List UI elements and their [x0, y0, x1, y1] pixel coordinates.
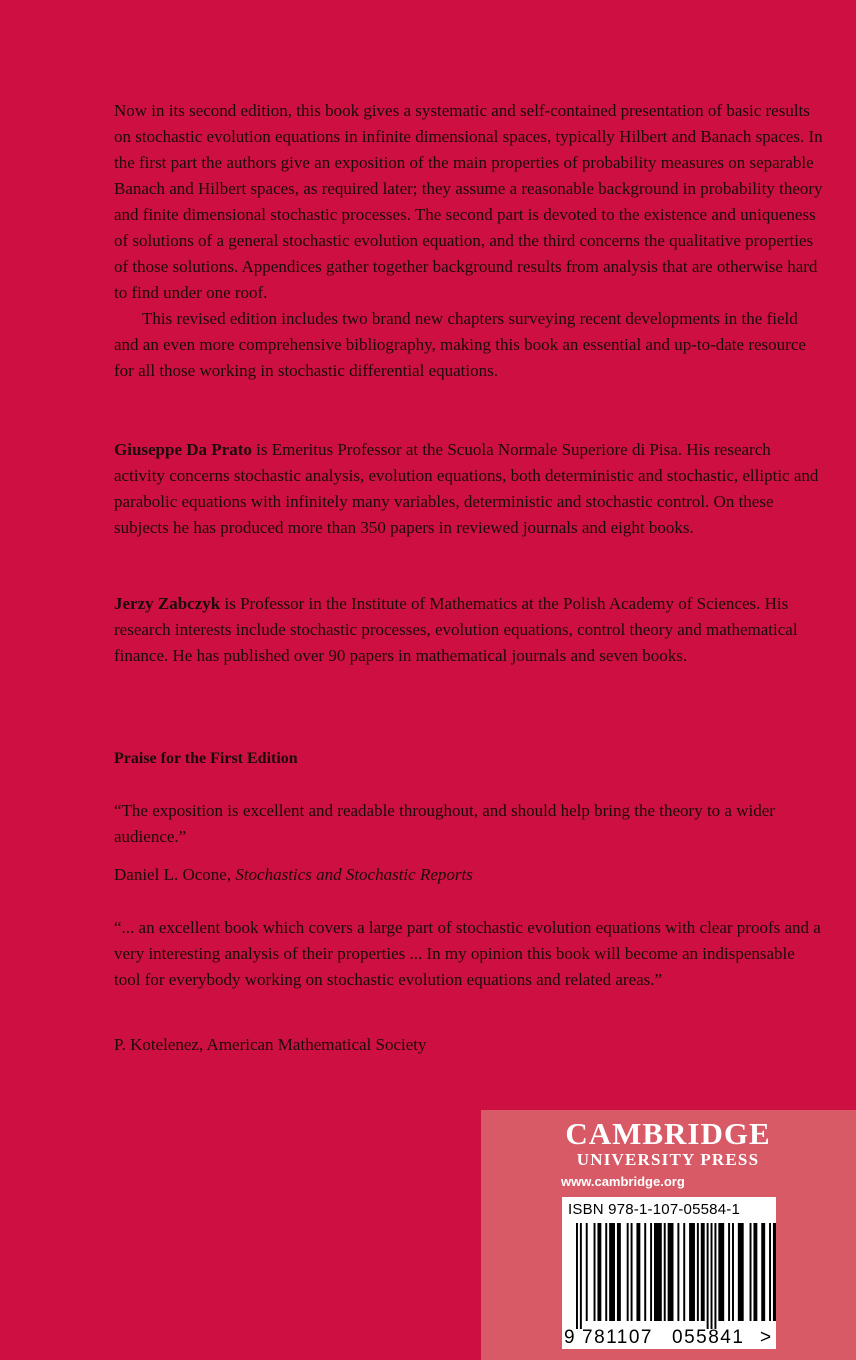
barcode-bar: [650, 1223, 652, 1321]
barcode-bar: [707, 1223, 709, 1329]
barcode-bar: [769, 1223, 771, 1321]
barcode-bars: [576, 1223, 776, 1329]
barcode-bar: [773, 1223, 776, 1321]
barcode-bar: [664, 1223, 666, 1321]
author-bio-text: is Professor in the Institute of Mathematics at the Polish Academy of Sciences. His research interests include stochastic processes, evolution equations, control theory and mathematical finance. He has published over 90 papers in mathematical journals and seven books.: [114, 594, 798, 665]
barcode-bar: [668, 1223, 674, 1321]
barcode-bar: [701, 1223, 705, 1321]
publisher-logo-name: CAMBRIDGE: [565, 1116, 771, 1151]
barcode-digit-lead: 9: [564, 1327, 575, 1348]
review-attribution-1: [114, 862, 473, 888]
barcode-bar: [732, 1223, 734, 1321]
reviewer-name: Daniel L. Ocone,: [114, 865, 236, 884]
barcode-bar: [711, 1223, 713, 1329]
barcode-bar: [644, 1223, 646, 1321]
barcode-bar: [636, 1223, 640, 1321]
barcode-bar: [594, 1223, 596, 1321]
barcode-bar: [609, 1223, 615, 1321]
author-bio-da-prato: [114, 437, 824, 541]
publisher-logo-press: UNIVERSITY PRESS: [576, 1150, 760, 1169]
barcode-bar: [627, 1223, 629, 1321]
author-name: Giuseppe Da Prato: [114, 440, 252, 459]
barcode-bar: [631, 1223, 633, 1321]
isbn-barcode: [562, 1197, 776, 1349]
barcode-bar: [738, 1223, 744, 1321]
barcode-bar: [654, 1223, 662, 1321]
publisher-url: www.cambridge.org: [561, 1174, 685, 1189]
barcode-bar: [728, 1223, 730, 1321]
review-quote-text: “... an excellent book which covers a large part of stochastic evolution equations with clear proofs and a very interesting analysis of their properties ... In my opinion this book will become an indispensable tool for everybody working on stochastic evolution equations and related areas.”: [114, 918, 821, 989]
barcode-bar: [597, 1223, 601, 1321]
barcode-digits-right: 055841: [672, 1327, 745, 1348]
isbn-label: ISBN 978-1-107-05584-1: [568, 1201, 741, 1218]
barcode-bar: [586, 1223, 588, 1321]
barcode-quiet-zone-marker: >: [760, 1327, 772, 1348]
barcode-bar: [580, 1223, 582, 1329]
review-quote-1: [114, 798, 824, 850]
barcode-bar: [605, 1223, 607, 1321]
review-quote-text: “The exposition is excellent and readable throughout, and should help bring the theory to a wider audience.”: [114, 801, 775, 846]
barcode-bar: [689, 1223, 695, 1321]
review-attribution-2: P. Kotelenez, American Mathematical Society: [114, 1035, 427, 1054]
author-name: Jerzy Zabczyk: [114, 594, 221, 613]
book-description: [114, 98, 824, 384]
barcode-bar: [683, 1223, 685, 1321]
barcode-graphic: [562, 1197, 776, 1349]
barcode-bar: [750, 1223, 752, 1321]
barcode-bar: [718, 1223, 724, 1321]
author-bio-zabczyk: [114, 591, 824, 669]
barcode-bar: [761, 1223, 765, 1321]
praise-heading: Praise for the First Edition: [114, 750, 298, 767]
description-paragraph-1: Now in its second edition, this book gives a systematic and self-contained presentation of basic results on stochastic evolution equations in infinite dimensional spaces, typically Hilbert and Banach spaces. In the first part the authors give an exposition of the main properties of probability measures on separable Banach and Hilbert spaces, as required later; they assume a reasonable background in probability theory and finite dimensional stochastic processes. The second part is devoted to the existence and uniqueness of solutions of a general stochastic evolution equation, and the third concerns the qualitative properties of those solutions. Appendices gather together background results from analysis that are otherwise hard to find under one roof.: [114, 101, 823, 302]
barcode-digits-left: 781107: [582, 1327, 653, 1348]
barcode-bar: [714, 1223, 716, 1329]
barcode-bar: [753, 1223, 757, 1321]
author-bio-text: is Emeritus Professor at the Scuola Normale Superiore di Pisa. His research activity concerns stochastic analysis, evolution equations, both deterministic and stochastic, elliptic and parabolic equations with infinitely many variables, deterministic and stochastic control. On these subjects he has produced more than 350 papers in reviewed journals and eight books.: [114, 440, 819, 537]
barcode-bar: [576, 1223, 578, 1329]
review-quote-2: [114, 915, 824, 993]
publisher-panel: [481, 1110, 856, 1360]
barcode-bar: [697, 1223, 699, 1321]
barcode-bar: [617, 1223, 621, 1321]
review-source: Stochastics and Stochastic Reports: [235, 865, 473, 884]
description-paragraph-2: This revised edition includes two brand new chapters surveying recent developments in the field and an even more comprehensive bibliography, making this book an essential and up-to-date resource for all those working in stochastic differential equations.: [114, 309, 806, 380]
barcode-bar: [677, 1223, 679, 1321]
